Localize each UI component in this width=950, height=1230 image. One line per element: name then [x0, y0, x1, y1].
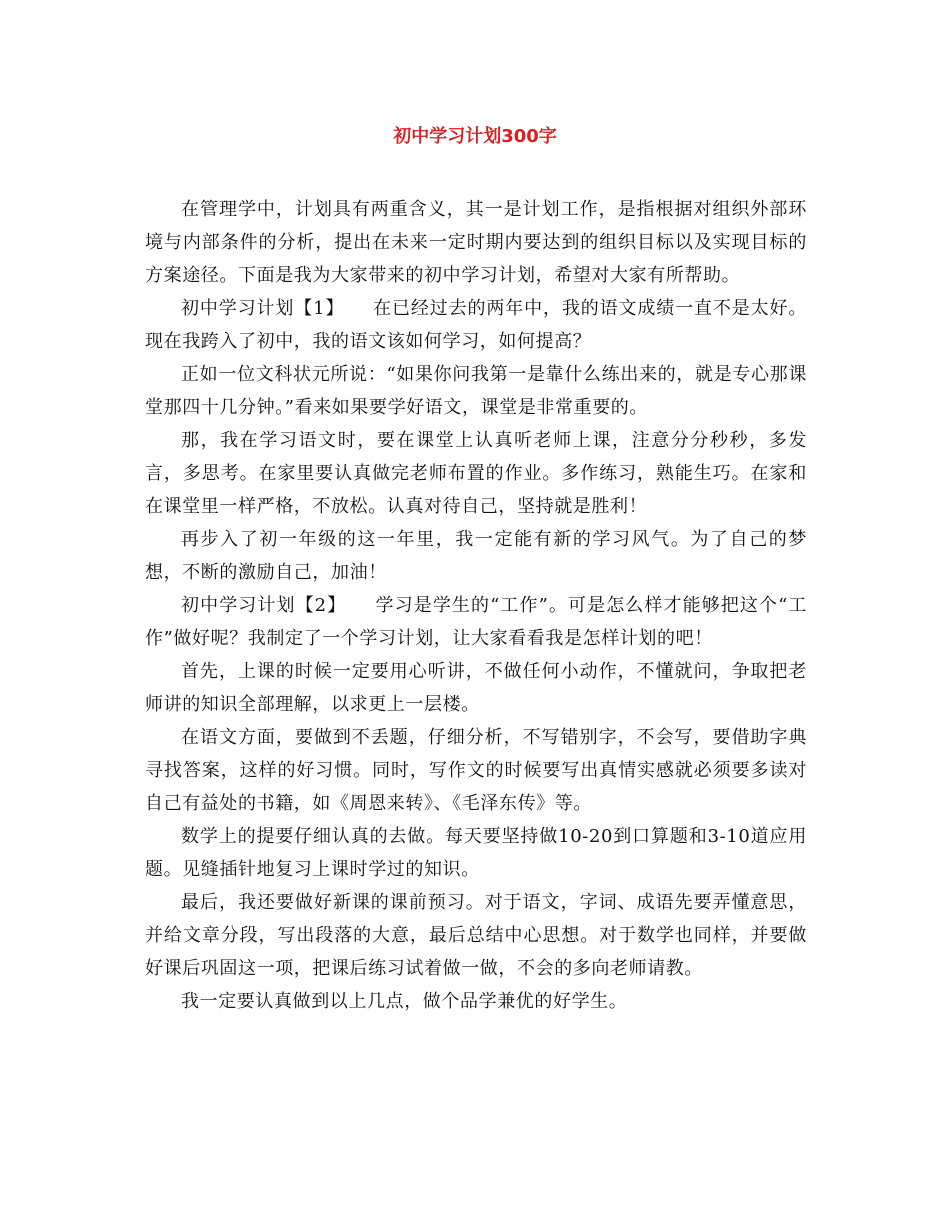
paragraph-chinese: 在语文方面，要做到不丢题，仔细分析，不写错别字，不会写，要借助字典寻找答案，这样的好习惯。同时，写作文的时候要写出真情实感就必须要多读对自己有益处的书籍，如《周恩来转》、《毛泽东传》等。 — [145, 727, 807, 814]
paragraph-math: 数学上的提要仔细认真的去做。每天要坚持做10-20到口算题和3-10道应用题。见缝插针地复习上课时学过的知识。 — [145, 826, 807, 880]
paragraph-plan-1: 初中学习计划【1】 在已经过去的两年中，我的语文成绩一直不是太好。现在我跨入了初中，我的语文该如何学习，如何提高？ — [145, 298, 807, 352]
paragraph-conclusion: 我一定要认真做到以上几点，做个品学兼优的好学生。 — [181, 991, 628, 1012]
paragraph-finally: 最后，我还要做好新课的课前预习。对于语文，字词、成语先要弄懂意思，并给文章分段，写出段落的大意，最后总结中心思想。对于数学也同样，并要做好课后巩固这一项，把课后练习试着做一做，不会的多向老师请教。 — [145, 892, 807, 979]
document-body — [145, 193, 807, 1018]
paragraph-intro: 在管理学中，计划具有两重含义，其一是计划工作，是指根据对组织外部环境与内部条件的分析，提出在未来一定时期内要达到的组织目标以及实现目标的方案途径。下面是我为大家带来的初中学习计划，希望对大家有所帮助。 — [145, 199, 807, 286]
paragraph-new-year: 再步入了初一年级的这一年里，我一定能有新的学习风气。为了自己的梦想，不断的激励自己，加油！ — [145, 529, 807, 583]
paragraph-first: 首先，上课的时候一定要用心听讲，不做任何小动作，不懂就问，争取把老师讲的知识全部理解，以求更上一层楼。 — [145, 661, 807, 715]
document-title: 初中学习计划300字 — [393, 126, 557, 147]
paragraph-plan-2: 初中学习计划【2】 学习是学生的“工作”。可是怎么样才能够把这个“工作”做好呢？我制定了一个学习计划，让大家看看我是怎样计划的吧！ — [145, 595, 807, 649]
paragraph-quote: 正如一位文科状元所说：“如果你问我第一是靠什么练出来的，就是专心那课堂那四十几分钟。”看来如果要学好语文，课堂是非常重要的。 — [145, 364, 807, 418]
paragraph-class-study: 那，我在学习语文时，要在课堂上认真听老师上课，注意分分秒秒，多发言，多思考。在家里要认真做完老师布置的作业。多作练习，熟能生巧。在家和在课堂里一样严格，不放松。认真对待自己，坚持就是胜利！ — [145, 430, 807, 517]
